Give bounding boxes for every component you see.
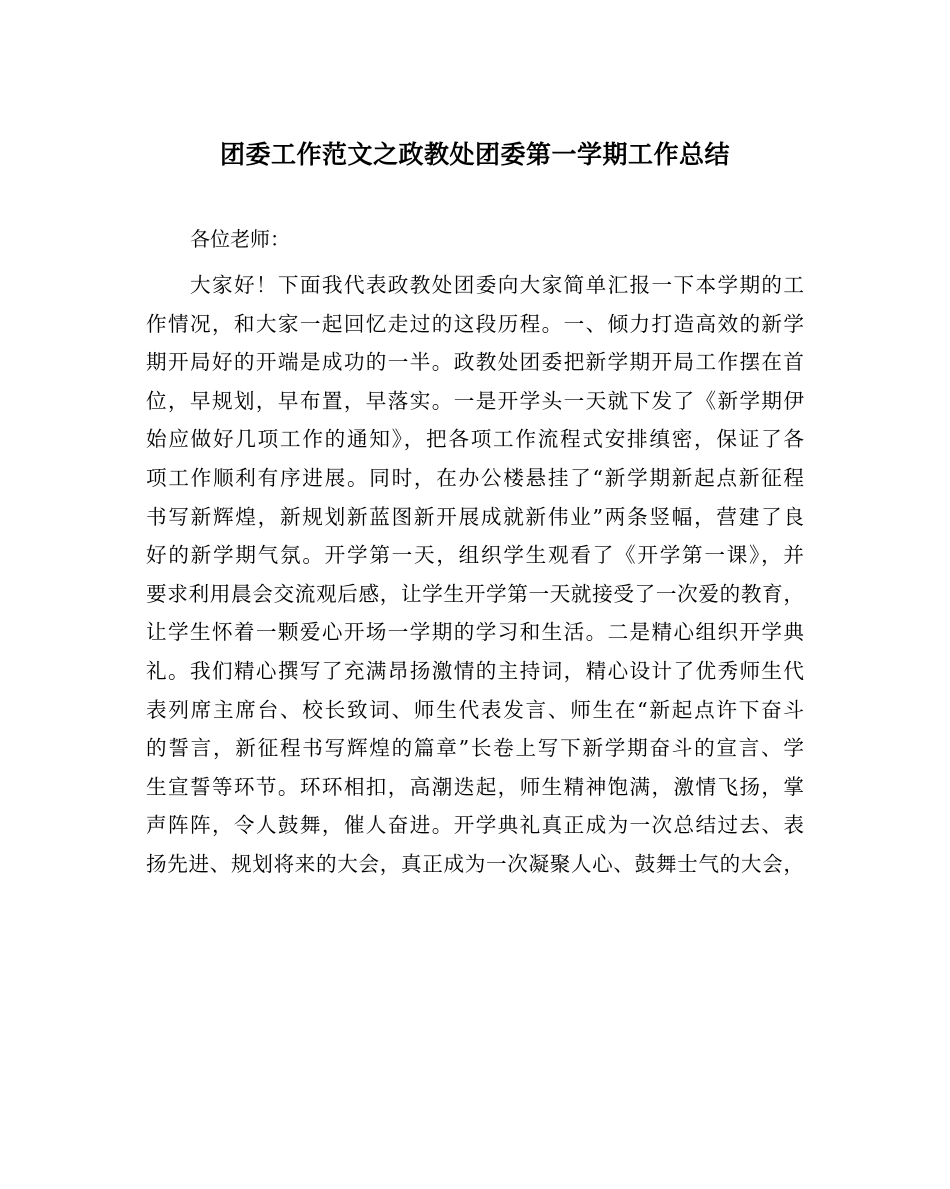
paragraph-line: 礼。我们精心撰写了充满昂扬激情的主持词，精心设计了优秀师生代 xyxy=(146,658,804,683)
paragraph-line: 生宣誓等环节。环环相扣，高潮迭起，师生精神饱满，激情飞扬，掌 xyxy=(146,774,804,799)
paragraph-line: 的誓言，新征程书写辉煌的篇章”长卷上写下新学期奋斗的宣言、学 xyxy=(146,736,804,761)
paragraph-line: 作情况，和大家一起回忆走过的这段历程。一、倾力打造高效的新学 xyxy=(146,311,804,336)
paragraph-line: 要求利用晨会交流观后感，让学生开学第一天就接受了一次爱的教育， xyxy=(146,581,804,606)
paragraph-line: 扬先进、规划将来的大会，真正成为一次凝聚人心、鼓舞士气的大会， xyxy=(146,851,804,876)
paragraph-line: 让学生怀着一颗爱心开场一学期的学习和生活。二是精心组织开学典 xyxy=(146,620,804,645)
paragraph-line: 书写新辉煌，新规划新蓝图新开展成就新伟业”两条竖幅，营建了良 xyxy=(146,504,804,529)
paragraph-line: 好的新学期气氛。开学第一天，组织学生观看了《开学第一课》，并 xyxy=(146,543,804,568)
salutation: 各位老师： xyxy=(190,227,290,251)
body-paragraph xyxy=(146,266,804,884)
document-title: 团委工作范文之政教处团委第一学期工作总结 xyxy=(219,140,730,169)
paragraph-line: 项工作顺利有序进展。同时，在办公楼悬挂了“新学期新起点新征程 xyxy=(146,465,804,490)
paragraph-line: 始应做好几项工作的通知》，把各项工作流程式安排缜密，保证了各 xyxy=(146,427,804,452)
paragraph-line: 位，早规划，早布置，早落实。一是开学头一天就下发了《新学期伊 xyxy=(146,388,804,413)
paragraph-line: 大家好！下面我代表政教处团委向大家简单汇报一下本学期的工 xyxy=(190,273,804,297)
paragraph-line: 期开局好的开端是成功的一半。政教处团委把新学期开局工作摆在首 xyxy=(146,350,804,375)
paragraph-line: 声阵阵，令人鼓舞，催人奋进。开学典礼真正成为一次总结过去、表 xyxy=(146,813,804,838)
paragraph-line: 表列席主席台、校长致词、师生代表发言、师生在“新起点许下奋斗 xyxy=(146,697,804,722)
